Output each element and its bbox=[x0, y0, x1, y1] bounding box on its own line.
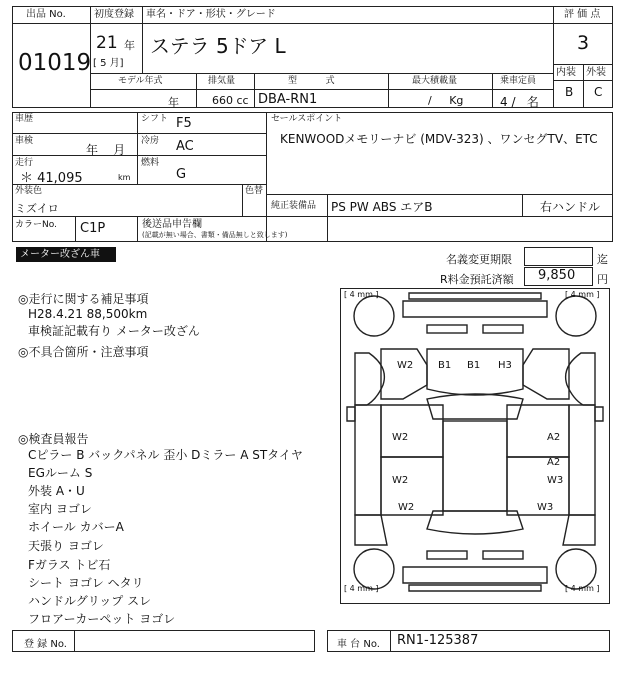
damage-mark: B1 bbox=[467, 360, 481, 371]
inspector-line: フロアーカーペット ヨゴレ bbox=[28, 612, 176, 626]
interior-grade: B bbox=[565, 85, 574, 99]
post-report-label: 後送品申告欄 bbox=[142, 219, 202, 230]
car-outline-icon bbox=[341, 289, 609, 603]
recycle-label: R料金預託済額 bbox=[440, 273, 514, 286]
ac-value: AC bbox=[176, 139, 194, 154]
inspector-line: Cピラー B バックパネル 歪小 Dミラー A STタイヤ bbox=[28, 448, 303, 462]
std-equipment-value: PS PW ABS エアB bbox=[331, 200, 433, 214]
ac-label: 冷房 bbox=[141, 136, 160, 146]
inspector-line: ホイール カバーA bbox=[28, 520, 124, 534]
fuel-value: G bbox=[176, 167, 187, 182]
damage-mark: W3 bbox=[537, 502, 554, 513]
inspector-line: EGルーム S bbox=[28, 466, 93, 480]
capacity-value: 4 / 名 bbox=[500, 95, 539, 109]
model-year-unit: 年 bbox=[168, 96, 179, 109]
chassis-label: 車 台 No. bbox=[337, 639, 380, 650]
damage-mark: W2 bbox=[398, 502, 415, 513]
damage-mark: A2 bbox=[547, 432, 561, 443]
lot-number: 01019 bbox=[18, 50, 92, 76]
year-unit: 年 bbox=[124, 39, 135, 52]
vehicle-name: ステラ 5ドア L bbox=[150, 34, 286, 58]
first-reg-label: 初度登録 bbox=[94, 9, 134, 20]
vehicle-label: 車名・ドア・形状・グレード bbox=[146, 9, 276, 20]
defects-title: ◎不具合箇所・注意事項 bbox=[18, 345, 149, 359]
damage-mark: W2 bbox=[397, 360, 414, 371]
color-no-value: C1P bbox=[80, 221, 106, 236]
inspector-line: 天張り ヨゴレ bbox=[28, 539, 104, 553]
first-reg-month: [ 5 月] bbox=[93, 58, 124, 69]
inspection-label: 車検 bbox=[15, 136, 34, 146]
interior-label: 内装 bbox=[556, 67, 576, 78]
exterior-label: 外装 bbox=[586, 67, 606, 78]
inspector-line: シート ヨゴレ ヘタリ bbox=[28, 576, 144, 590]
inspection-value: 年 月 bbox=[86, 143, 126, 157]
damage-mark: B1 bbox=[438, 360, 452, 371]
shift-label: シフト bbox=[141, 114, 169, 124]
inspector-line: ハンドルグリップ スレ bbox=[28, 594, 152, 608]
ext-color-label: 外装色 bbox=[15, 186, 43, 196]
damage-mark: H3 bbox=[498, 360, 512, 371]
capacity-label: 乗車定員 bbox=[500, 76, 537, 86]
mileage-unit: km bbox=[118, 173, 131, 182]
color-change-label: 色替 bbox=[245, 186, 264, 196]
name-change-field bbox=[524, 247, 593, 266]
tire-depth-label: [ 4 mm ] bbox=[565, 290, 600, 299]
max-load-value: / Kg bbox=[428, 94, 464, 107]
supplementary-line: 車検証記載有り メーター改ざん bbox=[28, 324, 200, 338]
damage-mark: W2 bbox=[392, 432, 409, 443]
type-value: DBA-RN1 bbox=[258, 92, 318, 107]
damage-diagram bbox=[340, 288, 610, 604]
score-label: 評 価 点 bbox=[564, 9, 601, 20]
supplementary-line: H28.4.21 88,500km bbox=[28, 307, 148, 321]
inspector-line: 室内 ヨゴレ bbox=[28, 502, 92, 516]
inspector-line: 外装 A・U bbox=[28, 484, 85, 498]
max-load-label: 最大積載量 bbox=[412, 76, 458, 86]
damage-mark: W2 bbox=[392, 475, 409, 486]
type-label: 型 式 bbox=[288, 76, 335, 86]
chassis-value: RN1-125387 bbox=[397, 633, 479, 648]
fuel-label: 燃料 bbox=[141, 158, 160, 168]
supplementary-title: ◎走行に関する補足事項 bbox=[18, 292, 149, 306]
history-label: 車歴 bbox=[15, 114, 34, 124]
tire-depth-label: [ 4 mm ] bbox=[344, 584, 379, 593]
tampered-meter-badge: メーター改ざん車 bbox=[16, 247, 116, 262]
tire-depth-label: [ 4 mm ] bbox=[344, 290, 379, 299]
sales-point-value: KENWOODメモリーナビ (MDV-323) 、ワンセグTV、ETC bbox=[280, 132, 598, 146]
inspector-title: ◎検査員報告 bbox=[18, 432, 89, 446]
steering-value: 右ハンドル bbox=[540, 200, 601, 214]
model-year-label: モデル年式 bbox=[118, 76, 163, 86]
shift-value: F5 bbox=[176, 116, 192, 131]
mileage-value: ＊ 41,095 bbox=[20, 171, 83, 186]
damage-mark: A2 bbox=[547, 457, 561, 468]
damage-mark: W3 bbox=[547, 475, 564, 486]
color-no-label: カラーNo. bbox=[15, 220, 57, 230]
tire-depth-label: [ 4 mm ] bbox=[565, 584, 600, 593]
reg-no-label: 登 録 No. bbox=[24, 639, 67, 650]
post-report-note: (記載が無い場合、書類・備品無しと致します) bbox=[142, 231, 288, 239]
recycle-value: 9,850 bbox=[538, 268, 576, 283]
score-value: 3 bbox=[577, 32, 590, 54]
sales-point-label: セールスポイント bbox=[271, 114, 343, 124]
inspector-line: Fガラス トビ石 bbox=[28, 558, 111, 572]
first-reg-year: 21 bbox=[96, 33, 118, 53]
lot-label: 出品 No. bbox=[26, 9, 66, 20]
displacement-label: 排気量 bbox=[208, 76, 236, 86]
exterior-grade: C bbox=[594, 85, 603, 99]
name-change-unit: 迄 bbox=[597, 253, 608, 266]
recycle-unit: 円 bbox=[597, 273, 608, 286]
ext-color-value: ミズイロ bbox=[15, 202, 59, 215]
std-equipment-label: 純正装備品 bbox=[271, 201, 317, 211]
name-change-label: 名義変更期限 bbox=[446, 253, 512, 266]
displacement-value: 660 cc bbox=[212, 94, 249, 107]
mileage-label: 走行 bbox=[15, 158, 34, 168]
